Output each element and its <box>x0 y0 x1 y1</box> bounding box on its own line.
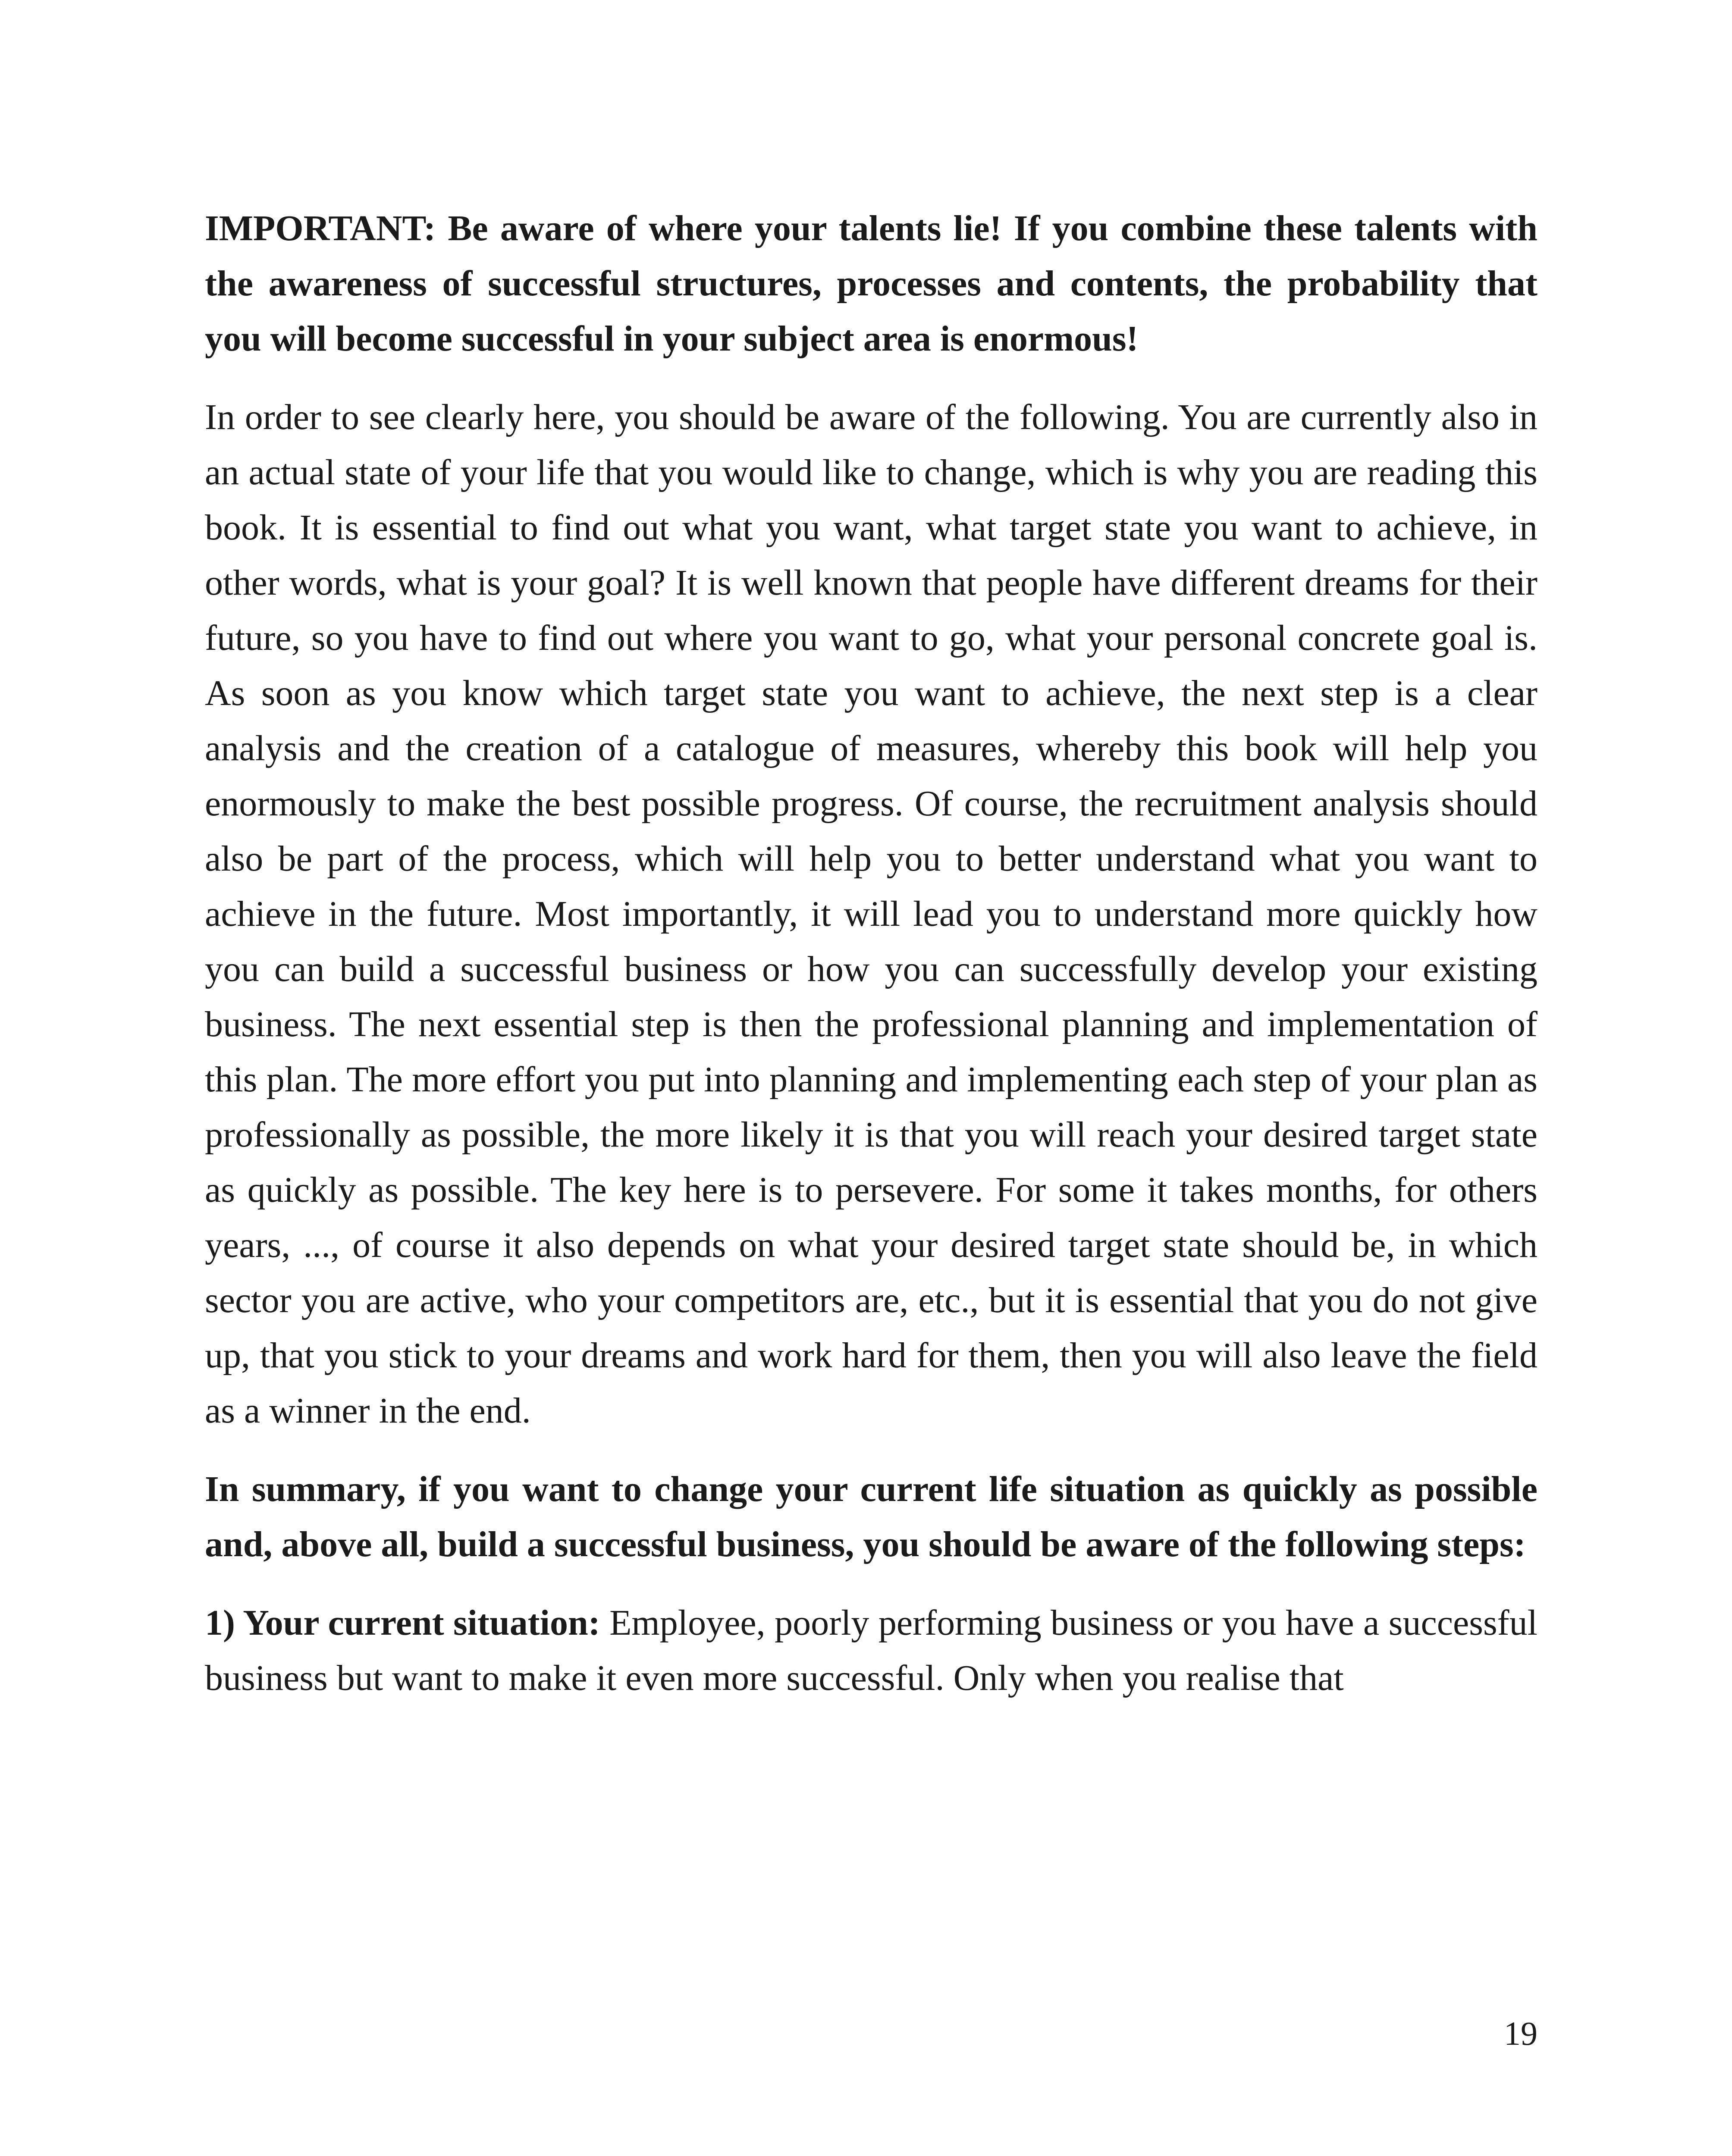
page-number: 19 <box>1504 2015 1537 2052</box>
page-body <box>205 201 1537 1729</box>
step-1-paragraph <box>205 1595 1537 1706</box>
step-1-label: 1) Your current situation: <box>205 1603 600 1643</box>
main-paragraph: In order to see clearly here, you should be aware of the following. You are currently also in an actual state of your life that you would like to change, which is why you are reading this book. It is essential to find out what you want, what target state you want to achieve, in other words, what is your goal? It is well known that people have different dreams for their future, so you have to find out where you want to go, what your personal concrete goal is. As soon as you know which target state you want to achieve, the next step is a clear analysis and the creation of a catalogue of measures, whereby this book will help you enormously to make the best possible progress. Of course, the recruitment analysis should also be part of the process, which will help you to better understand what you want to achieve in the future. Most importantly, it will lead you to understand more quickly how you can build a successful business or how you can successfully develop your existing business. The next essential step is then the professional planning and implementation of this plan. The more effort you put into planning and implementing each step of your plan as professionally as possible, the more likely it is that you will reach your desired target state as quickly as possible. The key here is to persevere. For some it takes months, for others years, ..., of course it also depends on what your desired target state should be, in which sector you are active, who your competitors are, etc., but it is essential that you do not give up, that you stick to your dreams and work hard for them, then you will also leave the field as a winner in the end. <box>205 397 1537 1431</box>
important-paragraph: IMPORTANT: Be aware of where your talents lie! If you combine these talents with the awareness of successful structures, processes and contents, the probability that you will become successful in your subject area is enormous! <box>205 208 1537 359</box>
step-1-text: Employee, poorly performing business or you have a successful business but want to make it even more successful. Only when you realise that <box>205 1603 1537 1698</box>
summary-paragraph: In summary, if you want to change your current life situation as quickly as possible and, above all, build a successful business, you should be aware of the following steps: <box>205 1469 1537 1564</box>
